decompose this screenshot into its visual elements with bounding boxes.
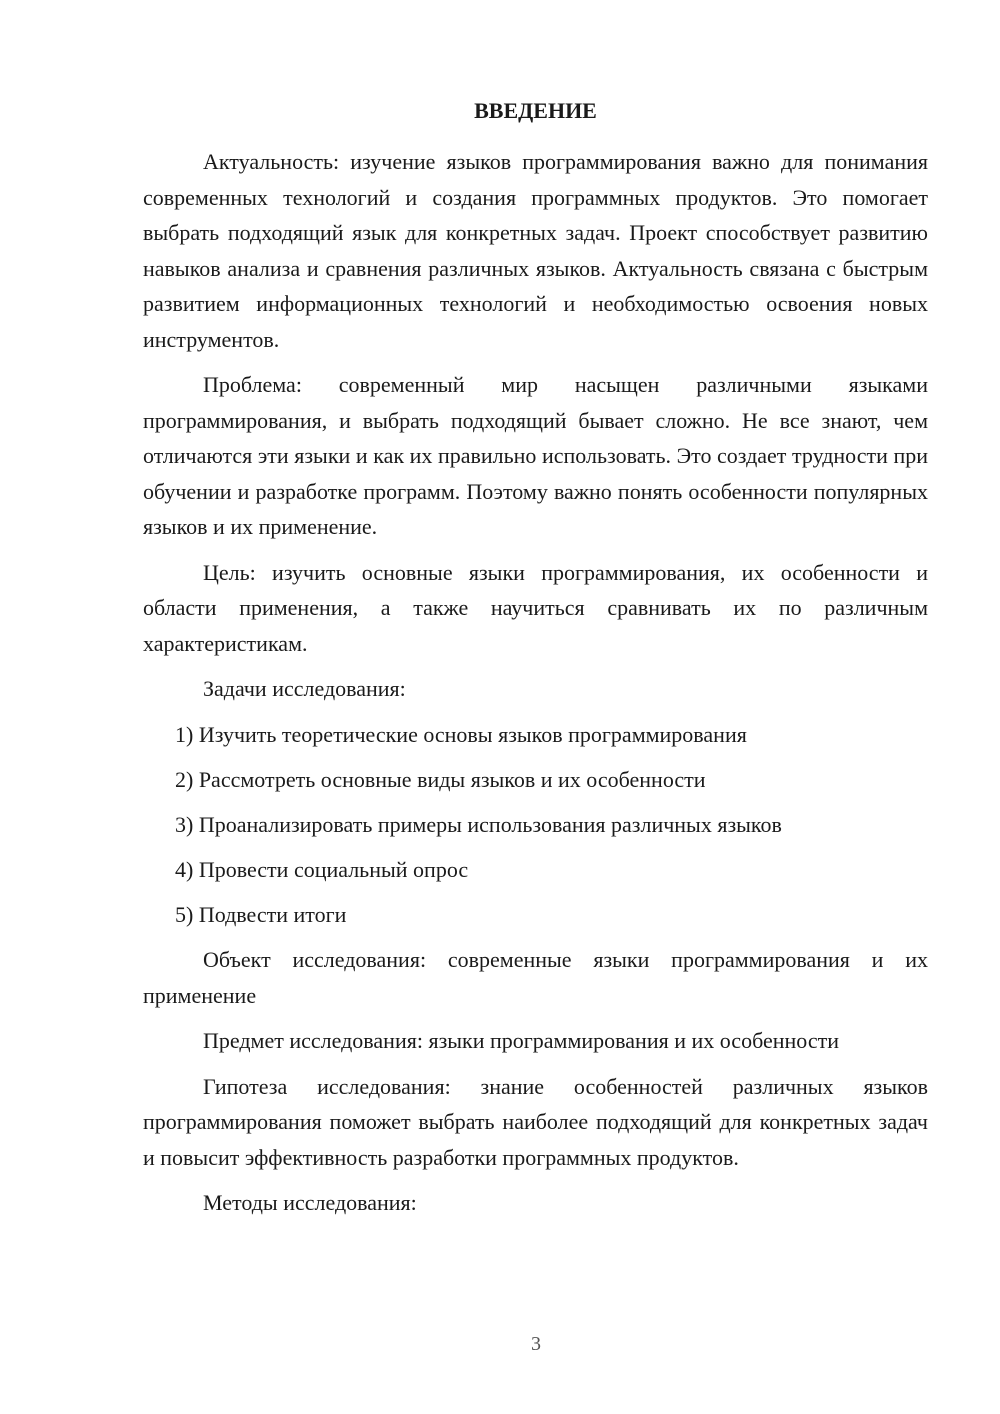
tasks-list	[143, 717, 928, 933]
task-item-3: 3) Проанализировать примеры использования различных языков	[175, 811, 782, 837]
task-item-1: 1) Изучить теоретические основы языков программирования	[175, 721, 747, 747]
page-title: ВВЕДЕНИЕ	[474, 98, 597, 123]
problem-paragraph: Проблема: современный мир насыщен различными языками программирования, и выбрать подходящий бывает сложно. Не все знают, чем отличаются эти языки и как их правильно использовать. Это создает трудности при обучении и разработке программ. Поэтому важно понять особенности популярных языков и их применение.	[143, 372, 928, 539]
hypothesis-paragraph: Гипотеза исследования: знание особенностей различных языков программирования поможет выбрать наиболее подходящий для конкретных задач и повысит эффективность разработки программных продуктов.	[143, 1073, 928, 1170]
subject-paragraph: Предмет исследования: языки программирования и их особенности	[203, 1028, 839, 1053]
page-number: 3	[531, 1333, 541, 1355]
goal-paragraph: Цель: изучить основные языки программирования, их особенности и области применения, а также научиться сравнивать их по различным характеристикам.	[143, 559, 928, 656]
methods-heading: Методы исследования:	[203, 1190, 417, 1215]
relevance-paragraph: Актуальность: изучение языков программирования важно для понимания современных технологий и создания программных продуктов. Это помогает выбрать подходящий язык для конкретных задач. Проект способствует развитию навыков анализа и сравнения различных языков. Актуальность связана с быстрым развитием информационных технологий и необходимостью освоения новых инструментов.	[143, 149, 928, 352]
task-item-4: 4) Провести социальный опрос	[175, 856, 469, 882]
tasks-heading: Задачи исследования:	[203, 676, 406, 701]
page-content	[143, 93, 928, 1231]
object-paragraph: Объект исследования: современные языки программирования и их применение	[143, 947, 928, 1008]
task-item-2: 2) Рассмотреть основные виды языков и их особенности	[175, 766, 706, 792]
task-item-5: 5) Подвести итоги	[175, 901, 347, 927]
